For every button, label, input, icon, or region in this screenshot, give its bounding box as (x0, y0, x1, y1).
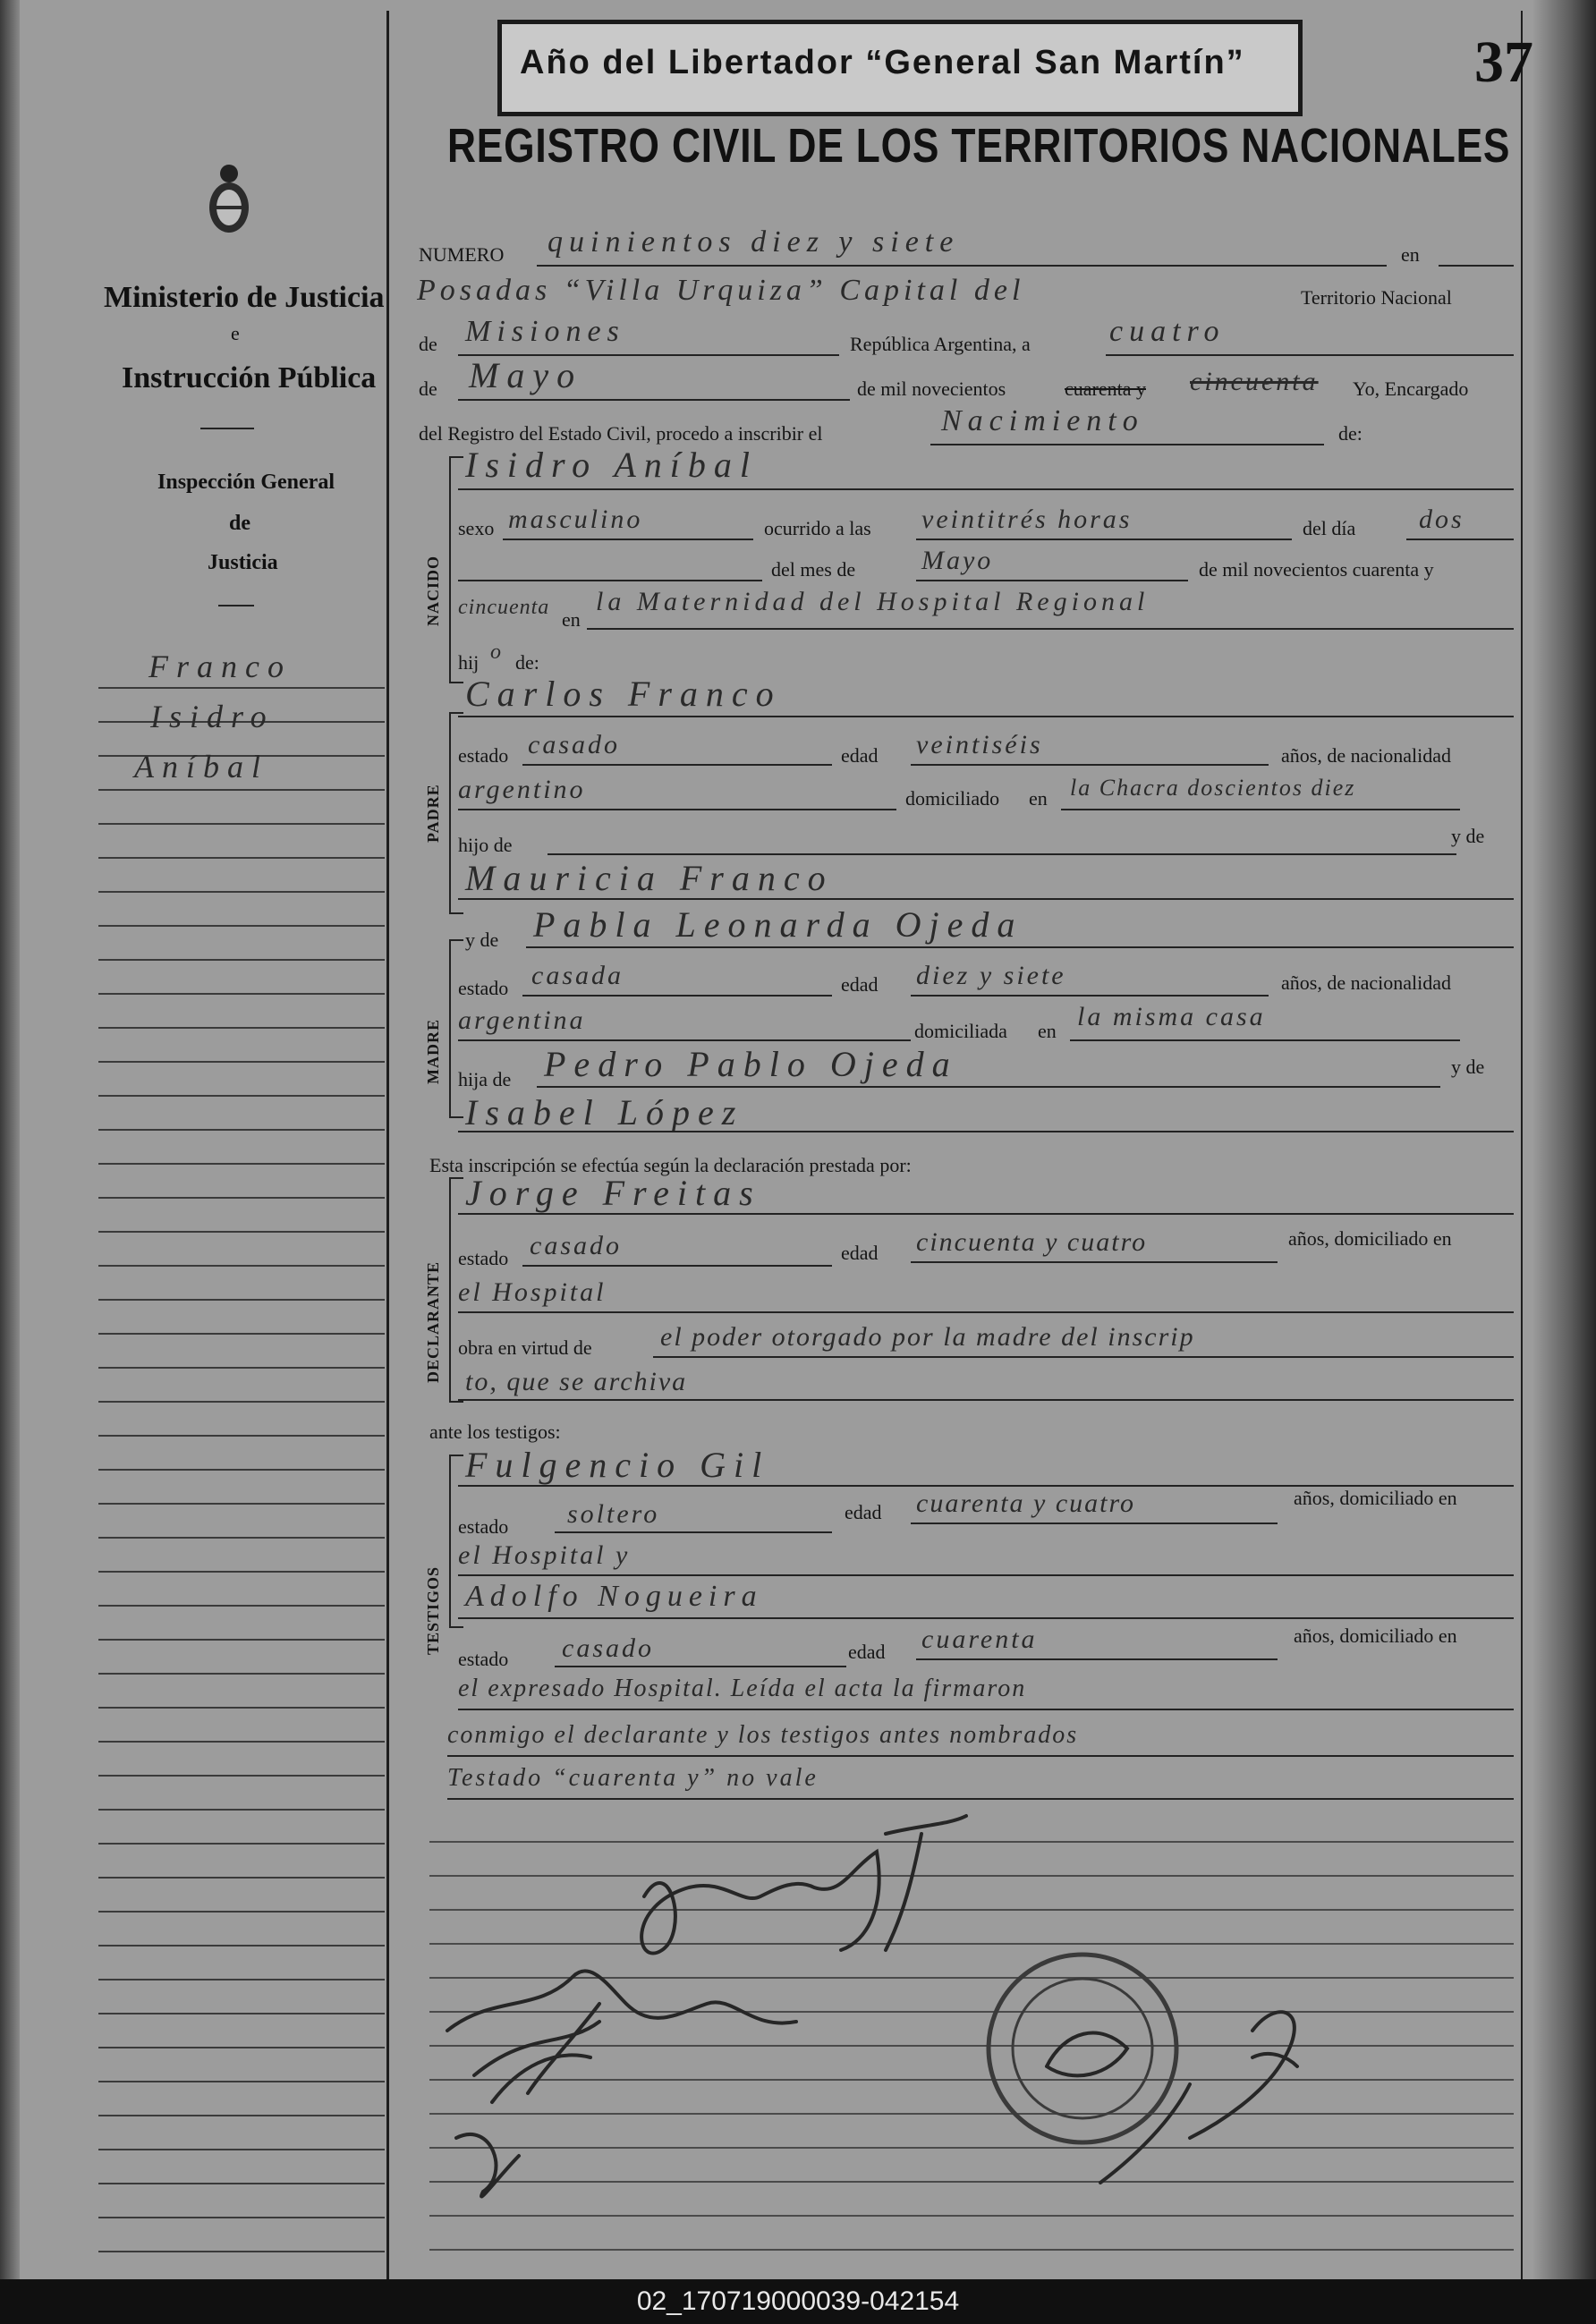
field-padre-edad: veintiséis (916, 730, 1043, 759)
stub-rule (98, 2183, 385, 2184)
field-t1-dom: el Hospital y (458, 1540, 631, 1570)
stamp-text: Año del Libertador “General San Martín” (520, 44, 1245, 81)
side-label-padre: PADRE (424, 784, 442, 843)
field-madre-dom: la misma casa (1077, 1002, 1266, 1031)
label-padre-estado: estado (458, 744, 509, 767)
label-padre-domiciliado: domiciliado (905, 787, 1000, 810)
field-ano-nac-prefix: cincuenta (458, 596, 550, 619)
field-lugar-nac: la Maternidad del Hospital Regional (596, 587, 1150, 616)
inspection-rule (218, 605, 254, 606)
field-decl-estado: casado (530, 1231, 622, 1260)
field-madre-nac: argentina (458, 1005, 586, 1035)
line-decl-dom (458, 1311, 1514, 1313)
label-t2-estado: estado (458, 1648, 509, 1670)
field-padre-madre: Mauricia Franco (465, 858, 834, 898)
label-madre-y-de2: y de (1451, 1056, 1485, 1078)
field-dia-nac: dos (1419, 505, 1464, 534)
signature-rule (429, 2249, 1514, 2251)
bracket-nacido (449, 456, 463, 683)
stub-rule (98, 1673, 385, 1675)
line-madre-edad (911, 995, 1269, 997)
line-padre-edad (911, 764, 1269, 766)
label-numero: NUMERO (419, 243, 505, 266)
field-declarante: Jorge Freitas (465, 1173, 761, 1213)
line-madre-padre (537, 1086, 1440, 1088)
page-edge (1533, 0, 1596, 2279)
line-t2-estado (555, 1666, 846, 1667)
label-padre-y-de: y de (1451, 825, 1485, 847)
stub-rule (98, 1435, 385, 1437)
stub-rule (98, 857, 385, 859)
line-decl-poder2 (458, 1399, 1514, 1401)
line-padre-nac (458, 809, 896, 810)
ministry-line2: e (231, 322, 240, 344)
stub-rule (98, 2115, 385, 2116)
field-decl-dom: el Hospital (458, 1277, 607, 1307)
field-padre: Carlos Franco (465, 674, 782, 714)
margin-name-first: Isidro (150, 699, 275, 734)
side-label-nacido: NACIDO (424, 555, 442, 626)
stub-rule (98, 1367, 385, 1369)
stub-rule (98, 2149, 385, 2150)
field-madre-edad: diez y siete (916, 961, 1066, 990)
label-de-parents: de: (515, 651, 539, 674)
field-decl-poder1: el poder otorgado por la madre del inscrip (660, 1322, 1195, 1352)
line-t1-estado (555, 1531, 832, 1533)
label-decl-edad: edad (841, 1242, 879, 1264)
field-t1-estado: soltero (567, 1499, 660, 1529)
ministry-line1: Ministerio de Justicia (104, 281, 385, 314)
stub-rule (98, 959, 385, 961)
stub-rule (98, 1537, 385, 1539)
line-hora (916, 539, 1292, 540)
line-lugar-nac (587, 628, 1514, 630)
label-yo: Yo, Encargado (1353, 377, 1469, 400)
stub-rule (98, 789, 385, 791)
stub-rule (98, 1401, 385, 1403)
signatures (420, 1798, 1405, 2227)
label-decl-estado: estado (458, 1247, 509, 1269)
line-madre-dom (1070, 1039, 1460, 1041)
line-padre-dom (1061, 809, 1460, 810)
stub-rule (98, 1061, 385, 1063)
line-decl-edad (911, 1261, 1278, 1263)
image-caption: 02_170719000039-042154 (636, 2286, 960, 2316)
line-t1-dom (458, 1574, 1514, 1576)
stub-divider (386, 11, 389, 2279)
line-t2-dom (458, 1709, 1514, 1710)
field-testigo2: Adolfo Nogueira (465, 1580, 763, 1613)
label-decl-anos: años, domiciliado en (1288, 1227, 1452, 1250)
stub-rule (98, 925, 385, 927)
stub-rule (98, 1197, 385, 1199)
label-hij: hij (458, 651, 480, 674)
stub-rule (98, 1639, 385, 1641)
stub-rule (98, 1571, 385, 1573)
label-madre-anos: años, de nacionalidad (1281, 971, 1451, 994)
line-mes (458, 399, 850, 401)
label-ante: ante los testigos: (429, 1421, 561, 1443)
line-padre-hijo-de (548, 853, 1456, 855)
stub-rule (98, 1775, 385, 1777)
stub-rule (98, 1707, 385, 1709)
note-line1: conmigo el declarante y los testigos antes nombrados (447, 1721, 1079, 1749)
label-obra: obra en virtud de (458, 1336, 592, 1359)
stub-rule (98, 1469, 385, 1471)
label-cuarenta-y-struck: cuarenta y (1065, 377, 1146, 400)
field-numero: quinientos diez y siete (548, 225, 960, 259)
field-padre-nac: argentino (458, 775, 586, 804)
line-testigo2 (458, 1617, 1514, 1619)
line-padre (458, 716, 1514, 717)
line-dia-nac (1406, 539, 1514, 540)
side-label-madre: MADRE (424, 1019, 442, 1084)
stub-rule (98, 1945, 385, 1947)
inspection-line1: Inspección General (157, 471, 335, 494)
stub-rule (98, 1503, 385, 1505)
label-padre-anos: años, de nacionalidad (1281, 744, 1451, 767)
note-line2: Testado “cuarenta y” no vale (447, 1764, 819, 1792)
field-madre: Pabla Leonarda Ojeda (533, 904, 1023, 945)
label-en-lugar: en (562, 608, 581, 631)
label-de-colon: de: (1338, 422, 1363, 445)
field-t1-edad: cuarenta y cuatro (916, 1489, 1136, 1518)
label-ocurrido: ocurrido a las (764, 517, 871, 539)
ministry-line3: Instrucción Pública (122, 361, 377, 394)
stub-rule (98, 823, 385, 825)
line-blank-nac (458, 580, 762, 581)
side-label-testigos: TESTIGOS (424, 1565, 442, 1655)
field-dia: cuatro (1109, 315, 1226, 348)
stub-rule (98, 1333, 385, 1335)
label-madre-domiciliada: domiciliada (914, 1020, 1007, 1042)
field-decl-poder2: to, que se archiva (465, 1367, 688, 1396)
field-madre-madre: Isabel López (465, 1092, 744, 1132)
stub-rule (98, 1027, 385, 1029)
label-madre-y-de: y de (465, 929, 499, 951)
label-de-territorio: de (419, 333, 437, 355)
label-del-dia: del día (1303, 517, 1356, 539)
stub-rule (98, 1129, 385, 1131)
label-de-mes: de (419, 377, 437, 400)
label-madre-edad: edad (841, 973, 879, 996)
stub-rule (98, 1809, 385, 1811)
stub-rule (98, 1877, 385, 1879)
field-padre-estado: casado (528, 730, 620, 759)
margin-name-surname: Franco (149, 649, 292, 684)
stub-rule (98, 2251, 385, 2252)
label-padre-hijo-de: hijo de (458, 834, 513, 856)
label-sexo: sexo (458, 517, 495, 539)
book-binding (0, 0, 20, 2279)
field-mes-nac: Mayo (921, 546, 994, 575)
line-numero (537, 265, 1387, 267)
stub-rule (98, 1979, 385, 1980)
label-padre-edad: edad (841, 744, 879, 767)
line-padre-estado (522, 764, 832, 766)
field-madre-padre: Pedro Pablo Ojeda (544, 1044, 958, 1084)
line-decl-estado (522, 1265, 832, 1267)
field-hora: veintitrés horas (921, 505, 1133, 534)
margin-name-second: Aníbal (134, 749, 268, 785)
field-t2-dom: el expresado Hospital. Leída el acta la firmaron (458, 1675, 1027, 1702)
label-t1-edad: edad (845, 1501, 882, 1523)
page-title: REGISTRO CIVIL DE LOS TERRITORIOS NACIONALES (447, 119, 1511, 173)
label-del-mes: del mes de (771, 558, 856, 581)
stamp (497, 20, 1303, 116)
inspection-line2: de (229, 512, 250, 535)
field-territorio: Misiones (465, 315, 625, 348)
stub-rule (98, 1163, 385, 1165)
stub-rule (98, 2047, 385, 2048)
label-mil-nov: de mil novecientos (857, 377, 1006, 400)
stub-rule (98, 1911, 385, 1913)
field-hij-suffix: o (490, 640, 504, 664)
stub-rule (98, 891, 385, 893)
stub-rule (98, 1843, 385, 1845)
field-t2-edad: cuarenta (921, 1624, 1038, 1654)
field-t2-estado: casado (562, 1633, 654, 1663)
right-margin-line (1521, 11, 1523, 2279)
line-madre-estado (522, 995, 832, 997)
stub-rule (98, 2013, 385, 2014)
label-hija-de: hija de (458, 1068, 512, 1090)
line-madre-madre (458, 1131, 1514, 1132)
stub-rule (98, 1095, 385, 1097)
field-decl-edad: cincuenta y cuatro (916, 1227, 1148, 1257)
label-registro: del Registro del Estado Civil, procedo a inscribir el (419, 422, 823, 445)
field-ano: cincuenta (1190, 367, 1319, 396)
inspection-line3: Justicia (208, 551, 278, 574)
page-number: 37 (1474, 30, 1533, 95)
stub-rule (98, 1741, 385, 1743)
label-padre-en: en (1029, 787, 1048, 810)
line-nombre (458, 488, 1514, 490)
label-t1-anos: años, domiciliado en (1294, 1487, 1457, 1509)
label-republica: República Argentina, a (850, 333, 1031, 355)
stub-rule (98, 993, 385, 995)
label-madre-estado: estado (458, 977, 509, 999)
label-inscripcion: Esta inscripción se efectúa según la declaración prestada por: (429, 1154, 912, 1176)
ministry-rule (200, 428, 254, 429)
stub-rule (98, 1605, 385, 1607)
line-padre-madre (458, 898, 1514, 900)
field-acto: Nacimiento (941, 404, 1144, 437)
bracket-padre (449, 712, 463, 914)
field-sexo: masculino (508, 505, 643, 534)
line-declarante (458, 1213, 1514, 1215)
field-padre-dom: la Chacra doscientos diez (1070, 775, 1356, 801)
label-territorio: Territorio Nacional (1301, 286, 1452, 309)
line-t2-edad (916, 1658, 1278, 1660)
line-mes-nac (916, 580, 1188, 581)
stub-rule (98, 1231, 385, 1233)
line-decl-poder1 (653, 1356, 1514, 1358)
line-dia (1106, 354, 1514, 356)
label-t2-edad: edad (848, 1641, 886, 1663)
line-t1-edad (911, 1522, 1278, 1524)
line-madre (526, 946, 1514, 948)
label-en: en (1401, 243, 1420, 266)
stub-rule (98, 1265, 385, 1267)
label-mil-nov-cuarenta: de mil novecientos cuarenta y (1199, 558, 1434, 581)
label-t1-estado: estado (458, 1515, 509, 1538)
line-en (1439, 265, 1514, 267)
coat-of-arms-icon (202, 161, 256, 242)
field-nombre: Isidro Aníbal (465, 445, 759, 485)
line-acto (930, 444, 1324, 445)
line-madre-nac (458, 1039, 911, 1041)
label-madre-en: en (1038, 1020, 1057, 1042)
field-mes: Mayo (469, 355, 583, 395)
side-label-declarante: DECLARANTE (424, 1260, 442, 1383)
field-testigo1: Fulgencio Gil (465, 1445, 770, 1485)
stub-rule (98, 1299, 385, 1301)
line-note1 (447, 1755, 1514, 1757)
stub-rule (98, 2081, 385, 2082)
stub-rule (98, 687, 385, 689)
label-t2-anos: años, domiciliado en (1294, 1624, 1457, 1647)
line-sexo (503, 539, 753, 540)
field-lugar: Posadas “Villa Urquiza” Capital del (417, 274, 1025, 307)
stub-rule (98, 2217, 385, 2218)
field-madre-estado: casada (531, 961, 624, 990)
